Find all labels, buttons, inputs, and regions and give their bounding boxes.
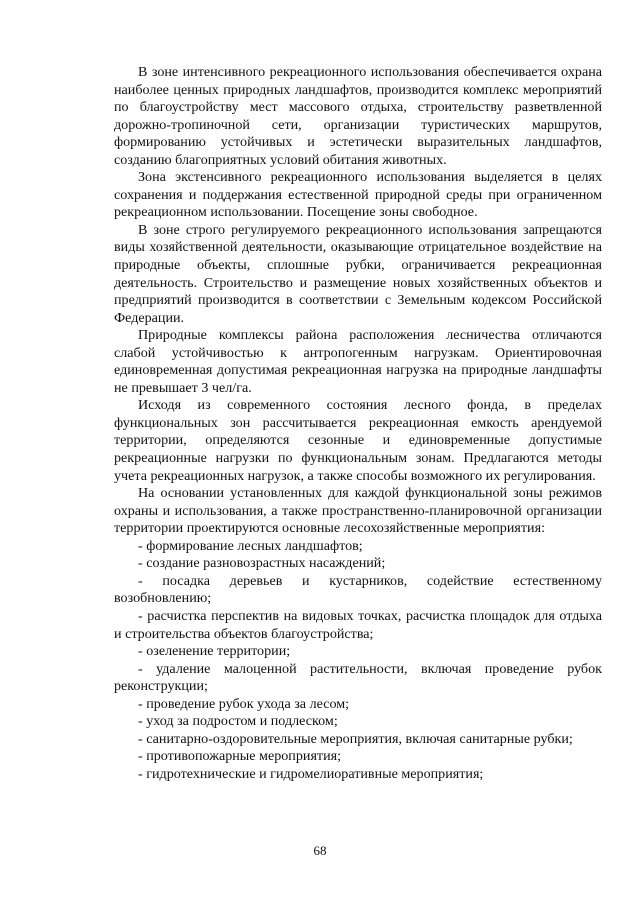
list-item: - расчистка перспектив на видовых точках, расчистка площадок для отдыха и строительства объектов благоустройства;: [114, 607, 602, 642]
document-body: [114, 64, 602, 783]
list-item: - проведение рубок ухода за лесом;: [138, 695, 350, 712]
paragraph-natural-complexes: Природные комплексы района расположения лесничества отличаются слабой устойчивостью к антропогенным нагрузкам. Ориентировочная единовременная допустимая рекреационная нагрузка на природные ландшафты не превышает 3 чел/га.: [114, 327, 602, 396]
paragraph-forest-fund: Исходя из современного состояния лесного фонда, в пределах функциональных зон рассчитывается рекреационная емкость арендуемой территории, определяются сезонные и единовременные допустимые рекреационные нагрузки по функциональным зонам. Предлагаются методы учета рекреационных нагрузок, а также способы возможного их регулирования.: [114, 397, 602, 484]
page-number: 68: [313, 843, 327, 858]
list-item: - санитарно-оздоровительные мероприятия, включая санитарные рубки;: [138, 730, 573, 747]
list-item: - противопожарные мероприятия;: [138, 748, 342, 765]
paragraph-regulated-zone: В зоне строго регулируемого рекреационного использования запрещаются виды хозяйственной деятельности, оказывающие отрицательное воздействие на природные объекты, сплошные рубки, ограничивается рекреационная деятельность. Строительство и размещение новых хозяйственных объектов и предприятий производится в соответствии с Земельным кодексом Российской Федерации.: [114, 221, 602, 326]
list-item: - формирование лесных ландшафтов;: [138, 537, 363, 554]
list-item: - озеленение территории;: [138, 643, 291, 660]
list-item: - удаление малоценной растительности, включая проведение рубок реконструкции;: [114, 660, 602, 695]
list-item: - гидротехнические и гидромелиоративные мероприятия;: [138, 765, 484, 782]
list-item: - посадка деревьев и кустарников, содействие естественному возобновлению;: [114, 572, 602, 607]
list-item: - создание разновозрастных насаждений;: [138, 555, 386, 572]
paragraph-intensive-zone: В зоне интенсивного рекреационного использования обеспечивается охрана наиболее ценных природных ландшафтов, производится комплекс мероприятий по благоустройству мест массового отдыха, строительству разветвленной дорожно-тропиночной сети, организации туристических маршрутов, формированию устойчивых и эстетически выразительных ландшафтов, созданию благоприятных условий обитания животных.: [114, 64, 602, 168]
paragraph-measures-intro: На основании установленных для каждой функциональной зоны режимов охраны и использования, а также пространственно-планировочной организации территории проектируются основные лесохозяйственные мероприятия:: [114, 485, 602, 537]
paragraph-extensive-zone: Зона экстенсивного рекреационного использования выделяется в целях сохранения и поддержания естественной природной среды при ограниченном рекреационном использовании. Посещение зоны свободное.: [114, 169, 602, 221]
list-item: - уход за подростом и подлеском;: [138, 713, 338, 730]
